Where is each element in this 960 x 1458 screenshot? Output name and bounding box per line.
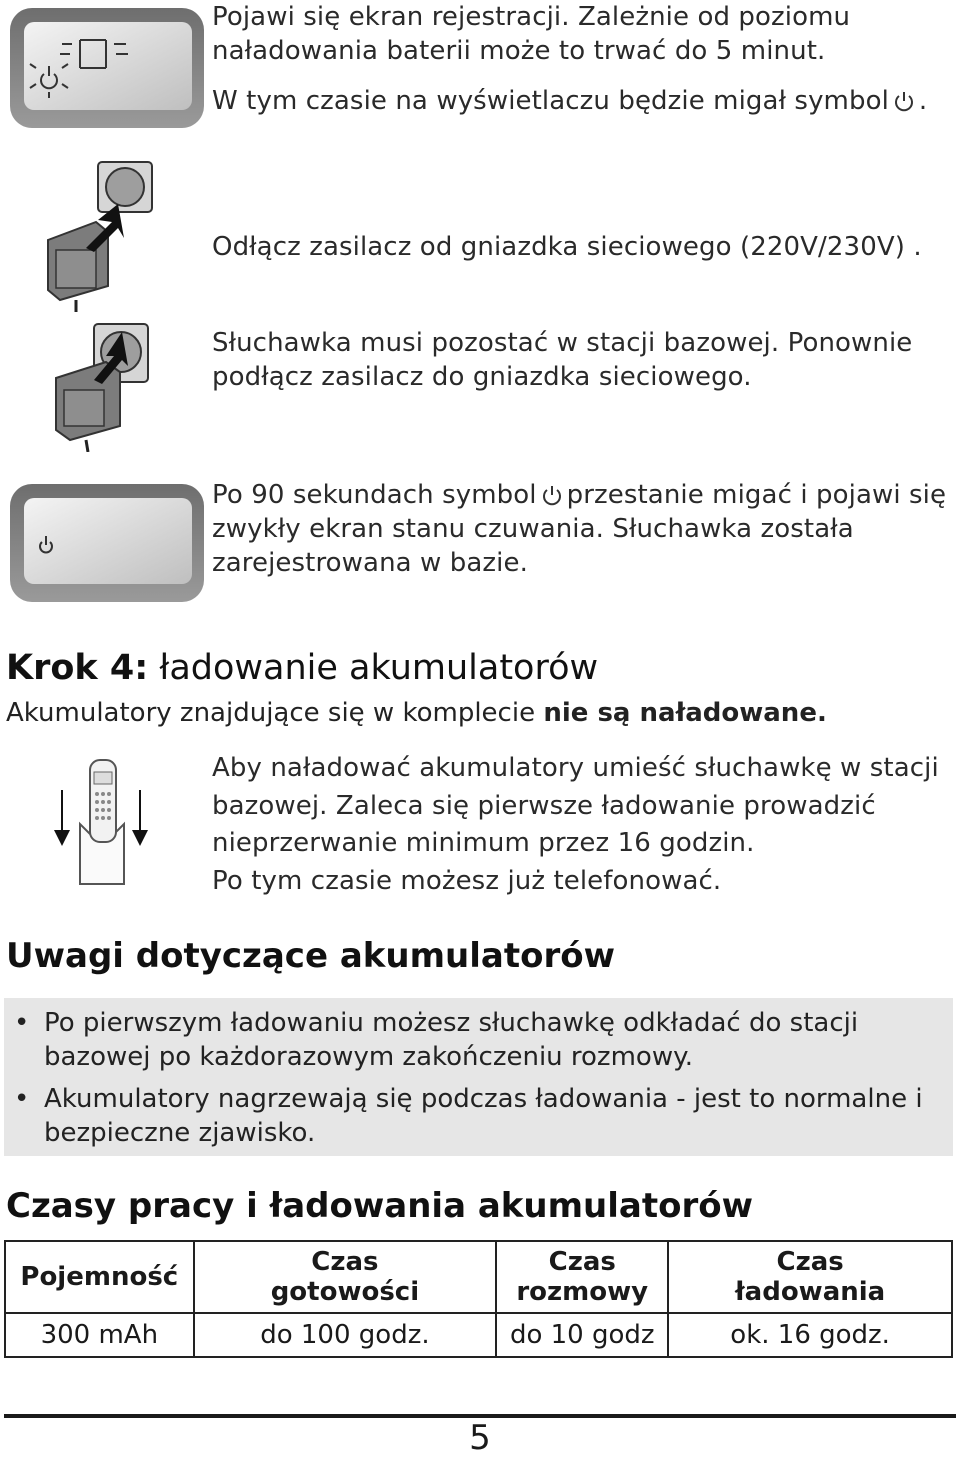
text-line: zwykły ekran stanu czuwania. Słuchawka została xyxy=(212,514,854,544)
handset-in-base-icon xyxy=(50,758,154,886)
table-row xyxy=(5,1313,952,1357)
text-line: Po tym czasie możesz już telefonować. xyxy=(212,865,722,896)
step3-paragraph-4 xyxy=(212,478,946,580)
note-bullet-2 xyxy=(44,1082,934,1150)
text-span: . xyxy=(918,86,928,116)
page-number: 5 xyxy=(469,1418,491,1458)
text-line: Słuchawka musi pozostać w stacji bazowej. Ponownie xyxy=(212,328,913,358)
plug-adapter-icon xyxy=(50,322,160,452)
text-line: podłącz zasilacz do gniazdka sieciowego. xyxy=(212,362,752,392)
text-line: • Po pierwszym ładowaniu możesz słuchawkę odkładać do stacji xyxy=(44,1008,859,1038)
text-line xyxy=(212,478,946,512)
step3-paragraph-3 xyxy=(212,326,912,394)
text-span: przestanie migać i pojawi się xyxy=(566,480,947,510)
table-header-row xyxy=(5,1241,952,1313)
table-cell: ok. 16 godz. xyxy=(668,1313,952,1357)
table-header-cell: Pojemność xyxy=(5,1241,194,1313)
display-registration-icon xyxy=(10,8,204,128)
text-line: bazowej po każdorazowym zakończeniu rozmowy. xyxy=(44,1042,694,1072)
text-line: zarejestrowana w bazie. xyxy=(212,548,528,578)
notes-heading: Uwagi dotyczące akumulatorów xyxy=(6,936,615,976)
table-header-cell: Czas gotowości xyxy=(194,1241,497,1313)
times-heading: Czasy pracy i ładowania akumulatorów xyxy=(6,1186,754,1226)
intro-bold: nie są naładowane. xyxy=(543,698,827,728)
text-line: nieprzerwanie minimum przez 16 godzin. xyxy=(212,828,755,858)
text-line: Aby naładować akumulatory umieść słuchawkę w stacji xyxy=(212,753,939,783)
text-span: Po 90 sekundach symbol xyxy=(212,480,537,510)
intro-text: Akumulatory znajdujące się w komplecie xyxy=(6,698,536,728)
table-cell: do 100 godz. xyxy=(194,1313,497,1357)
step4-body xyxy=(212,750,939,900)
heading-rest: ładowanie akumulatorów xyxy=(159,648,599,688)
unplug-adapter-icon xyxy=(40,160,160,312)
table-cell: do 10 godz xyxy=(496,1313,668,1357)
text-span: W tym czasie na wyświetlaczu będzie migał symbol xyxy=(212,86,889,116)
text-line: bezpieczne zjawisko. xyxy=(44,1118,316,1148)
text-line: naładowania baterii może to trwać do 5 minut. xyxy=(212,36,826,66)
note-bullet-1 xyxy=(44,1006,934,1074)
text-line: bazowej. Zaleca się pierwsze ładowanie prowadzić xyxy=(212,790,876,821)
battery-times-table xyxy=(4,1240,953,1358)
step3-paragraph-1 xyxy=(212,0,927,118)
power-symbol-icon xyxy=(541,484,563,506)
table-cell: 300 mAh xyxy=(5,1313,194,1357)
power-symbol-icon xyxy=(893,90,915,112)
display-standby-icon xyxy=(10,484,204,602)
step4-intro xyxy=(6,698,827,728)
text-line xyxy=(212,84,927,118)
step4-heading xyxy=(6,648,598,688)
heading-bold: Krok 4: xyxy=(6,648,149,688)
text-line: Pojawi się ekran rejestracji. Zależnie od poziomu xyxy=(212,2,851,32)
text-line: • Akumulatory nagrzewają się podczas ładowania - jest to normalne i xyxy=(44,1084,923,1114)
table-header-cell: Czas ładowania xyxy=(668,1241,952,1313)
table-header-cell: Czas rozmowy xyxy=(496,1241,668,1313)
step3-paragraph-2: Odłącz zasilacz od gniazdka sieciowego (220V/230V) . xyxy=(212,232,922,262)
